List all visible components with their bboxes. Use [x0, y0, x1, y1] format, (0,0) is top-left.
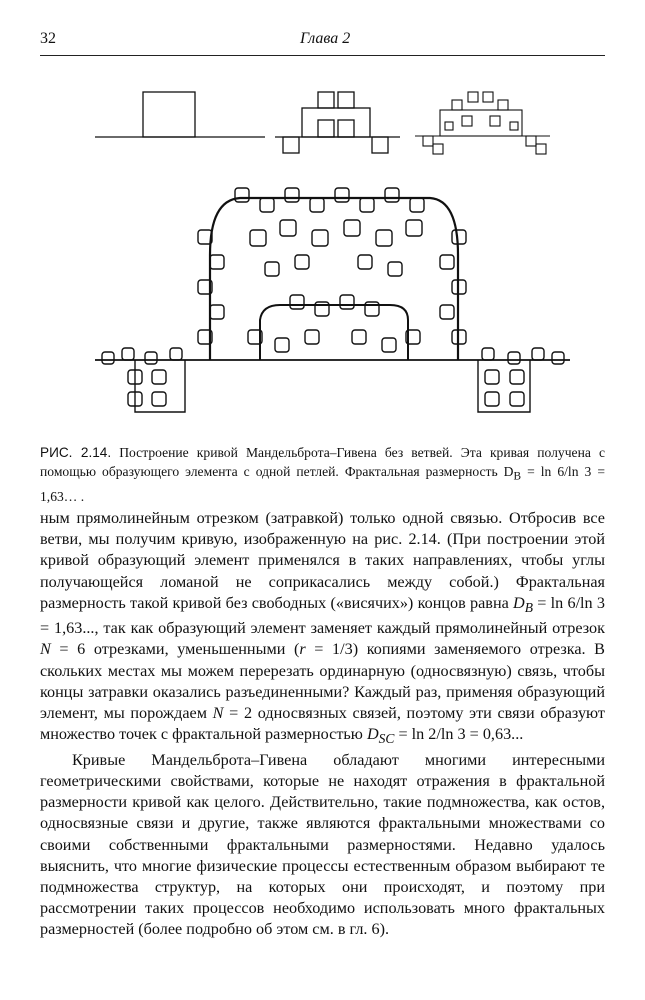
p1-text-d: = 1/3) копиями заменяемого отрезка. В скольких местах мы можем перерезать ординарную (односвязную) связь, чтобы концы затравки оказались разъединенными? Каждый раз, применяя образующий элемент, мы порождаем — [40, 640, 605, 723]
page-header — [40, 30, 605, 54]
p1-symbol-n2: N — [212, 704, 224, 723]
caption-tail: = ln 6/ln 3 = 1,63… . — [40, 464, 606, 504]
paragraph-1 — [40, 508, 605, 750]
p1-text-b: = ln 6/ln 3 = 1,63..., так как образующий элемент заменяет каждый прямолинейный отрезок — [40, 593, 605, 638]
fractal-construction-figure — [90, 80, 575, 440]
p1-symbol-dsc: D — [366, 725, 379, 744]
stage-2-curve — [415, 92, 550, 154]
running-title: Глава 2 — [300, 30, 351, 47]
p1-symbol-r: r — [299, 640, 306, 659]
p1-symbol-d: D — [513, 593, 525, 612]
paragraph-2: Кривые Мандельброта–Гивена обладают многими интересными геометрическими свойствами, которые не находят отражения в фрактальной размерности кривой как целого. Действительно, такие подмножества, как остов, односвязные связи и другие, также являются фрактальными множествами со своими собственными фрактальными размерностями. Недавно удалось выяснить, что многие физические процессы естественным образом выбирают те подмножества структур, на которых они происходят, и поэтому при рассмотрении таких процессов необходимо использовать много фрактальных размерностей (более подробно об этом см. в гл. 6). — [40, 750, 605, 939]
header-rule — [40, 55, 605, 56]
p1-symbol-dsc-sub: SC — [378, 731, 395, 747]
figure-caption — [40, 443, 605, 506]
caption-subscript: B — [513, 470, 522, 483]
p1-text-a: ным прямолинейным отрезком (затравкой) только одной связью. Отбросив все ветви, мы получим кривую, изображенную на рис. 2.14. (При построении этой кривой образующий элемент применялся в таких направлениях, чтобы углы получающейся ломаной не соприкасались между собой.) Фрактальная размерность такой кривой без свободных («висячих») концов равна — [40, 509, 605, 612]
stage-2-arch — [440, 92, 522, 136]
p1-text-c: = 6 отрезками, уменьшенными ( — [50, 640, 300, 659]
stage-0-generator — [95, 92, 265, 137]
figure-2-14 — [90, 80, 575, 440]
final-fractal-curve — [95, 188, 570, 412]
p1-symbol-d-sub: B — [524, 600, 533, 616]
body-text — [40, 508, 605, 941]
p1-text-f: = ln 2/ln 3 = 0,63... — [394, 725, 524, 744]
page-number: 32 — [40, 30, 56, 47]
caption-label: РИС. 2.14. — [40, 445, 112, 460]
p1-symbol-n: N — [40, 640, 51, 659]
stage-1-curve — [275, 92, 400, 153]
caption-text: Построение кривой Мандельброта–Гивена без ветвей. Эта кривая получена с помощью образующего элемента с одной петлей. Фрактальная размерность D — [40, 445, 605, 479]
p1-text-e: = 2 односвязных связей, поэтому эти связи образуют множество точек с фрактальной размерностью — [40, 704, 605, 744]
